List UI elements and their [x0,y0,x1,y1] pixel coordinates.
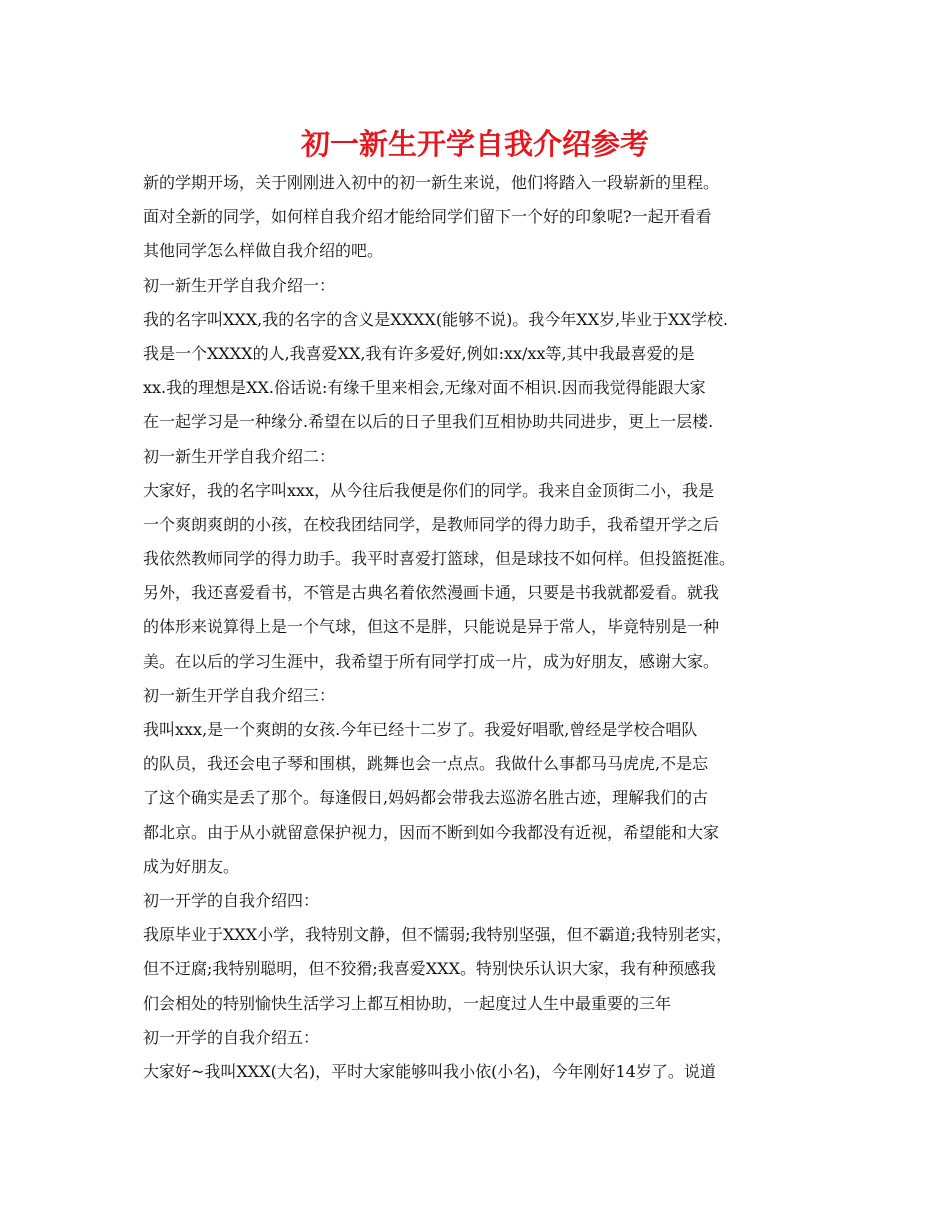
body-line: 在一起学习是一种缘分.希望在以后的日子里我们互相协助共同进步，更上一层楼. [143,412,714,432]
document-title: 初一新生开学自我介绍参考 [300,127,649,161]
body-line: 我是一个XXXX的人,我喜爱XX,我有许多爱好,例如:xx/xx等,其中我最喜爱的是 [143,343,695,363]
body-line: 另外，我还喜爱看书，不管是古典名着依然漫画卡通，只要是书我就都爱看。就我 [143,583,720,603]
body-line: 我原毕业于XXX小学，我特别文静，但不懦弱;我特别坚强，但不霸道;我特别老实， [143,925,732,945]
body-line: xx.我的理想是XX.俗话说:有缘千里来相会,无缘对面不相识.因而我觉得能跟大家 [143,378,706,398]
body-line: 大家好，我的名字叫xxx，从今往后我便是你们的同学。我来自金顶街二小，我是 [143,480,715,500]
body-line: 的队员，我还会电子琴和围棋，跳舞也会一点点。我做什么事都马马虎虎,不是忘 [143,754,709,774]
body-line: 成为好朋友。 [143,856,240,876]
section-heading: 初一新生开学自我介绍三： [143,685,336,705]
body-line: 但不迂腐;我特别聪明，但不狡猾;我喜爱XXX。特别快乐认识大家，我有种预感我 [143,959,716,979]
body-line: 新的学期开场，关于刚刚进入初中的初一新生来说，他们将踏入一段崭新的里程。 [143,173,720,192]
section-heading: 初一开学的自我介绍四： [143,890,320,910]
body-line: 其他同学怎么样做自我介绍的吧。 [143,241,384,261]
body-line: 了这个确实是丢了那个。每逢假日,妈妈都会带我去巡游名胜古迹，理解我们的古 [143,788,709,808]
section-heading: 初一开学的自我介绍五： [143,1027,320,1047]
body-line: 面对全新的同学，如何样自我介绍才能给同学们留下一个好的印象呢?一起开看看 [143,207,712,227]
body-line: 美。在以后的学习生涯中，我希望于所有同学打成一片，成为好朋友，感谢大家。 [143,651,720,671]
body-line: 一个爽朗爽朗的小孩，在校我团结同学，是教师同学的得力助手，我希望开学之后 [143,514,720,534]
document-body [143,166,823,1089]
body-line: 的体形来说算得上是一个气球，但这不是胖，只能说是异于常人，毕竟特别是一种 [143,617,720,637]
body-line: 我的名字叫XXX,我的名字的含义是XXXX(能够不说)。我今年XX岁,毕业于XX学校. [143,309,729,329]
section-heading: 初一新生开学自我介绍一： [143,275,336,295]
section-heading: 初一新生开学自我介绍二： [143,446,336,466]
body-line: 我依然教师同学的得力助手。我平时喜爱打篮球，但是球技不如何样。但投篮挺准。 [143,549,736,569]
body-line: 都北京。由于从小就留意保护视力，因而不断到如今我都没有近视，希望能和大家 [143,822,720,842]
body-line: 们会相处的特别愉快生活学习上都互相协助，一起度过人生中最重要的三年 [143,993,672,1013]
body-line: 大家好~我叫XXX(大名)，平时大家能够叫我小依(小名)，今年刚好14岁了。说道 [143,1061,716,1081]
body-line: 我叫xxx,是一个爽朗的女孩.今年已经十二岁了。我爱好唱歌,曾经是学校合唱队 [143,720,698,739]
